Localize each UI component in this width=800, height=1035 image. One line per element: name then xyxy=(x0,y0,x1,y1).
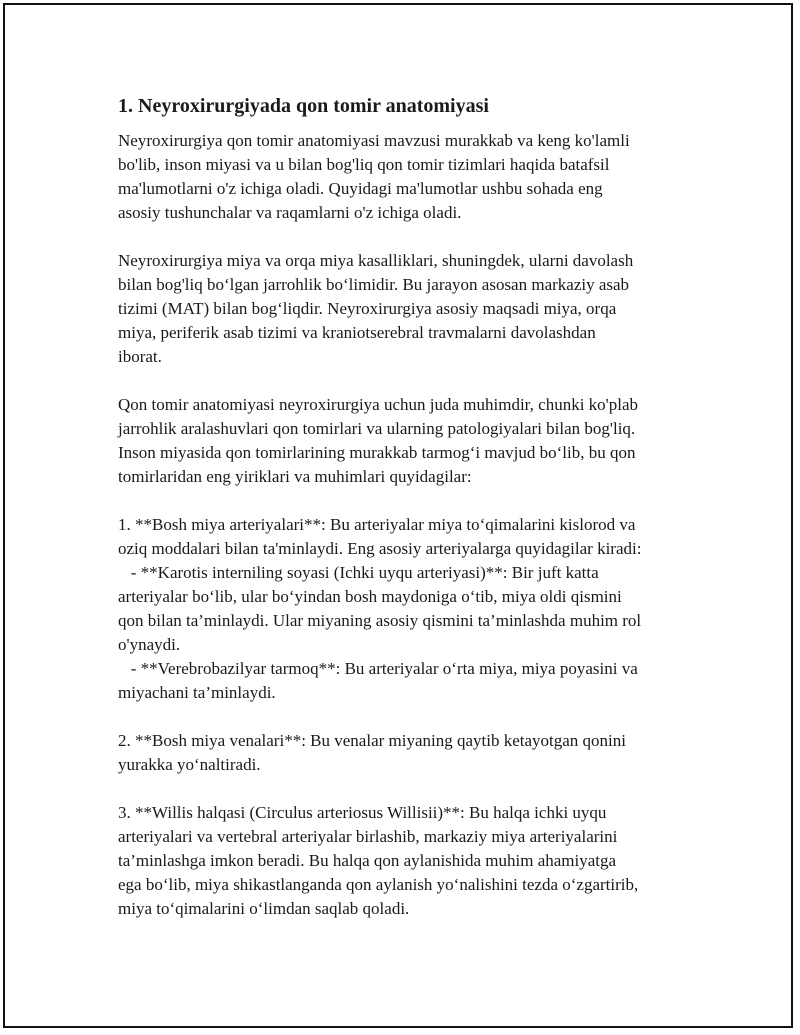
paragraph-intro xyxy=(118,129,698,225)
text-line: jarrohlik aralashuvlari qon tomirlari va ularning patologiyalari bilan bog'liq. xyxy=(118,419,636,438)
text-line: asosiy tushunchalar va raqamlarni o'z ichiga oladi. xyxy=(118,203,462,222)
text-line: bo'lib, inson miyasi va u bilan bog'liq qon tomir tizimlari haqida batafsil xyxy=(118,155,610,174)
text-line: qon bilan ta’minlaydi. Ular miyaning asosiy qismini ta’minlashda muhim rol xyxy=(118,611,642,630)
text-line: 2. **Bosh miya venalari**: Bu venalar miyaning qaytib ketayotgan qonini xyxy=(118,731,627,750)
text-line: ma'lumotlarni o'z ichiga oladi. Quyidagi ma'lumotlar ushbu sohada eng xyxy=(118,179,603,198)
text-line: - **Verebrobazilyar tarmoq**: Bu arteriyalar o‘rta miya, miya poyasini va xyxy=(118,659,638,678)
list-item-brain-veins xyxy=(118,729,698,777)
paragraph-neurosurgery-definition xyxy=(118,249,698,369)
document-content xyxy=(118,92,698,945)
text-line: 3. **Willis halqasi (Circulus arteriosus Willisii)**: Bu halqa ichki uyqu xyxy=(118,803,607,822)
text-line: Neyroxirurgiya miya va orqa miya kasalliklari, shuningdek, ularni davolash xyxy=(118,251,634,270)
text-line: ta’minlashga imkon beradi. Bu halqa qon aylanishida muhim ahamiyatga xyxy=(118,851,617,870)
text-line: oziq moddalari bilan ta'minlaydi. Eng asosiy arteriyalarga quyidagilar kiradi: xyxy=(118,539,642,558)
text-line: - **Karotis interniling soyasi (Ichki uyqu arteriyasi)**: Bir juft katta xyxy=(118,563,599,582)
text-line: tizimi (MAT) bilan bog‘liqdir. Neyroxirurgiya asosiy maqsadi miya, orqa xyxy=(118,299,617,318)
section-title: 1. Neyroxirurgiyada qon tomir anatomiyasi xyxy=(118,95,489,117)
text-line: arteriyalar bo‘lib, ular bo‘yindan bosh maydoniga o‘tib, miya oldi qismini xyxy=(118,587,622,606)
text-line: arteriyalari va vertebral arteriyalar birlashib, markaziy miya arteriyalarini xyxy=(118,827,618,846)
list-item-brain-arteries xyxy=(118,513,698,705)
text-line: bilan bog'liq bo‘lgan jarrohlik bo‘limidir. Bu jarayon asosan markaziy asab xyxy=(118,275,630,294)
text-line: o'ynaydi. xyxy=(118,635,181,654)
text-line: Neyroxirurgiya qon tomir anatomiyasi mavzusi murakkab va keng ko'lamli xyxy=(118,131,630,150)
text-line: yurakka yo‘naltiradi. xyxy=(118,755,261,774)
text-line: 1. **Bosh miya arteriyalari**: Bu arteriyalar miya to‘qimalarini kislorod va xyxy=(118,515,636,534)
text-line: iborat. xyxy=(118,347,162,366)
text-line: ega bo‘lib, miya shikastlanganda qon aylanish yo‘nalishini tezda o‘zgartirib, xyxy=(118,875,639,894)
paragraph-vascular-importance xyxy=(118,393,698,489)
text-line: Inson miyasida qon tomirlarining murakkab tarmog‘i mavjud bo‘lib, bu qon xyxy=(118,443,636,462)
text-line: Qon tomir anatomiyasi neyroxirurgiya uchun juda muhimdir, chunki ko'plab xyxy=(118,395,639,414)
text-line: miyachani ta’minlaydi. xyxy=(118,683,276,702)
list-item-circle-of-willis xyxy=(118,801,698,921)
text-line: miya, periferik asab tizimi va kraniotserebral travmalarni davolashdan xyxy=(118,323,596,342)
text-line: miya to‘qimalarini o‘limdan saqlab qoladi. xyxy=(118,899,410,918)
text-line: tomirlaridan eng yiriklari va muhimlari quyidagilar: xyxy=(118,467,472,486)
